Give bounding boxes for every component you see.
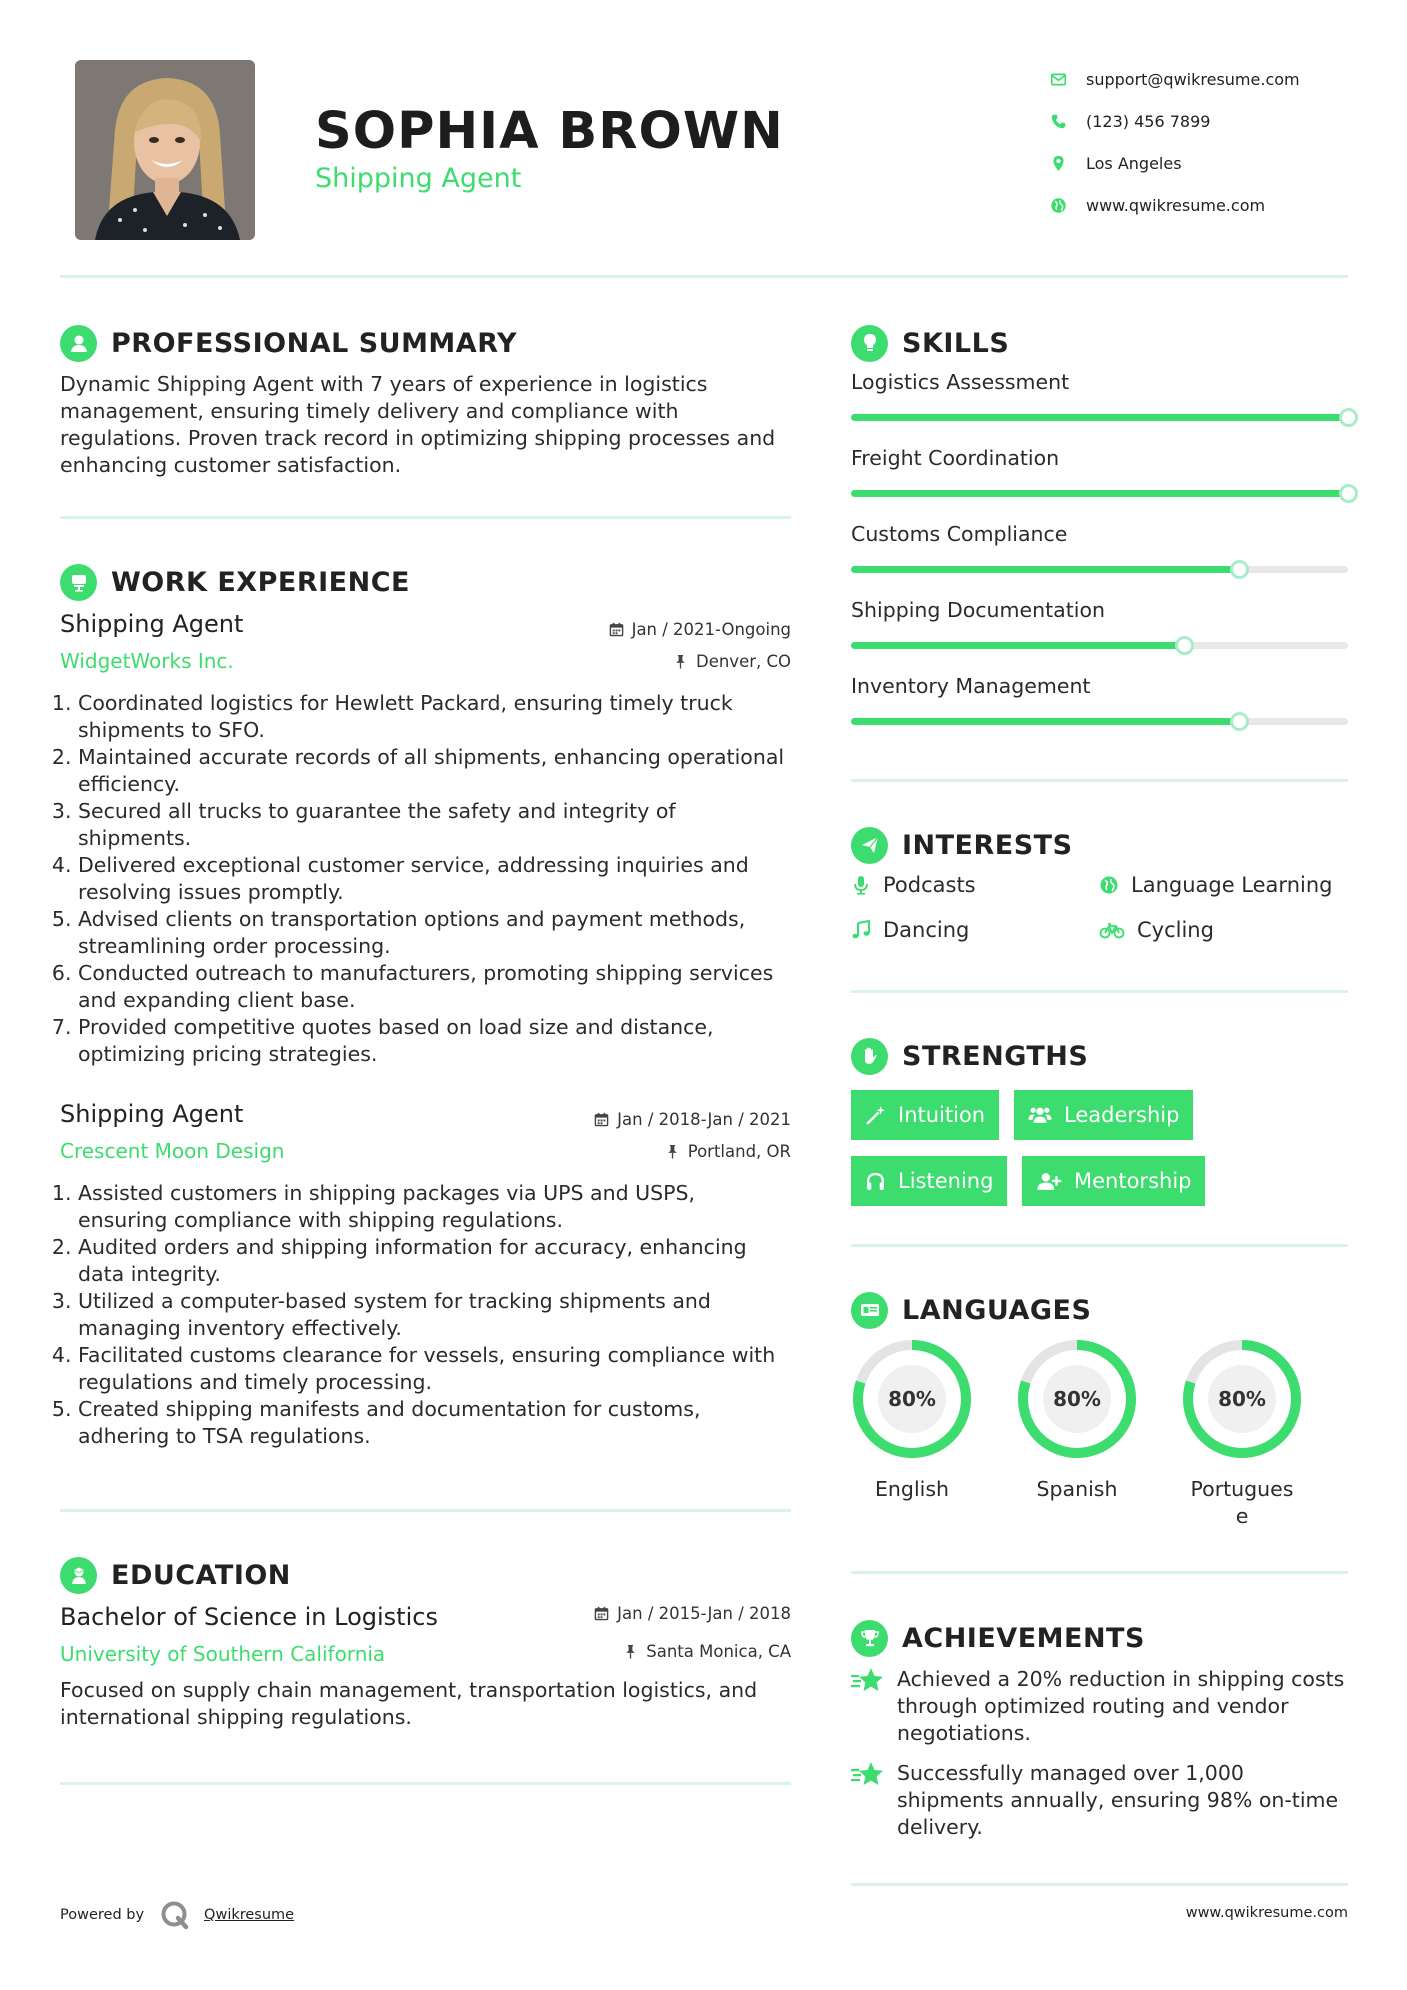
- skills-list: [851, 370, 1348, 750]
- strength-label: Leadership: [1064, 1103, 1180, 1127]
- skill-bar-fill: [851, 566, 1239, 573]
- job-2-location: [665, 1142, 791, 1161]
- interests-heading: [851, 825, 1073, 865]
- id-card-icon: [851, 1292, 888, 1329]
- achievement-text: Successfully managed over 1,000 shipments annually, ensuring 98% on-time delivery.: [897, 1761, 1339, 1839]
- job-1-dates: [609, 620, 791, 639]
- calendar-icon: [594, 1606, 609, 1621]
- lightbulb-icon: [851, 325, 888, 362]
- globe-icon: [1099, 875, 1119, 895]
- summary-heading: [60, 323, 517, 363]
- list-item: 2. Audited orders and shipping information for accuracy, enhancing data integrity.: [78, 1234, 790, 1288]
- skill-item: [851, 522, 1348, 598]
- language-portuguese-label: Portugues e: [1190, 1477, 1294, 1528]
- magic-wand-icon: [865, 1105, 886, 1126]
- languages-title: LANGUAGES: [902, 1294, 1092, 1326]
- strength-chip-leadership: [1014, 1090, 1193, 1140]
- education-location: [623, 1642, 791, 1661]
- contact-website[interactable]: [1050, 184, 1390, 226]
- experience-heading: [60, 562, 410, 602]
- education-description: Focused on supply chain management, transportation logistics, and international shipping regulations.: [60, 1678, 758, 1729]
- job-2-dates: [594, 1110, 791, 1129]
- list-item: 3. Utilized a computer-based system for tracking shipments and managing inventory effectively.: [78, 1288, 790, 1342]
- bicycle-icon: [1099, 920, 1125, 940]
- interest-podcasts: [851, 873, 976, 897]
- strengths-title: STRENGTHS: [902, 1040, 1089, 1072]
- users-icon: [1028, 1105, 1052, 1126]
- skill-name: Customs Compliance: [851, 522, 1068, 546]
- qwikresume-logo-icon: [160, 1900, 190, 1930]
- job-2-company: Crescent Moon Design: [60, 1139, 285, 1163]
- languages-heading: [851, 1290, 1091, 1330]
- hand-icon: [851, 1038, 888, 1075]
- job-1-company: WidgetWorks Inc.: [60, 649, 234, 673]
- skill-item: [851, 370, 1348, 446]
- skill-bar-handle: [1339, 484, 1358, 503]
- achievements-divider: [851, 1883, 1348, 1886]
- pushpin-icon: [665, 1144, 680, 1159]
- skill-bar: [851, 566, 1348, 573]
- pushpin-icon: [673, 654, 688, 669]
- summary-title: PROFESSIONAL SUMMARY: [111, 327, 518, 359]
- list-item: 2. Maintained accurate records of all shipments, enhancing operational efficiency.: [78, 744, 790, 798]
- skill-bar-fill: [851, 642, 1184, 649]
- achievements-title: ACHIEVEMENTS: [902, 1622, 1145, 1654]
- list-item: 7. Provided competitive quotes based on load size and distance, optimizing pricing strategies.: [78, 1014, 790, 1068]
- interest-cycling: [1099, 918, 1214, 942]
- powered-by-text: Powered by: [60, 1907, 145, 1923]
- calendar-icon: [594, 1112, 609, 1127]
- job-2-title: Shipping Agent: [60, 1100, 244, 1128]
- skill-bar-handle: [1230, 712, 1249, 731]
- contact-location: [1050, 142, 1390, 184]
- briefcase-icon: [60, 564, 97, 601]
- experience-title: WORK EXPERIENCE: [111, 566, 410, 598]
- list-item: 5. Advised clients on transportation options and payment methods, streamlining order processing.: [78, 906, 790, 960]
- skill-bar: [851, 414, 1348, 421]
- interest-label: Language Learning: [1131, 873, 1333, 897]
- list-item: 6. Conducted outreach to manufacturers, promoting shipping services and expanding client base.: [78, 960, 790, 1014]
- language-english-label: English: [874, 1477, 950, 1501]
- contact-email[interactable]: [1050, 58, 1390, 100]
- interest-label: Dancing: [883, 918, 970, 942]
- user-plus-icon: [1036, 1171, 1062, 1192]
- skill-bar-handle: [1230, 560, 1249, 579]
- map-pin-icon: [1050, 155, 1086, 172]
- list-item: 3. Secured all trucks to guarantee the safety and integrity of shipments.: [78, 798, 790, 852]
- interests-title: INTERESTS: [902, 829, 1073, 861]
- achievements-heading: [851, 1618, 1145, 1658]
- contact-location-text: Los Angeles: [1086, 153, 1182, 173]
- list-item: 4. Delivered exceptional customer service, addressing inquiries and resolving issues promptly.: [78, 852, 790, 906]
- skills-heading: [851, 323, 1009, 363]
- footer-url[interactable]: www.qwikresume.com: [1185, 1905, 1348, 1921]
- list-item: 5. Created shipping manifests and documentation for customs, adhering to TSA regulations.: [78, 1396, 790, 1450]
- skill-name: Freight Coordination: [851, 446, 1060, 470]
- candidate-role: Shipping Agent: [315, 163, 522, 194]
- achievement-item-2: [851, 1760, 1351, 1841]
- qwikresume-link[interactable]: Qwikresume: [204, 1907, 295, 1923]
- skill-bar: [851, 490, 1348, 497]
- job-2-location-text: Portland, OR: [687, 1142, 791, 1161]
- list-item: 1. Assisted customers in shipping packages via UPS and USPS, ensuring compliance with shipping regulations.: [78, 1180, 790, 1234]
- candidate-name: SOPHIA BROWN: [315, 102, 784, 161]
- interest-language-learning: [1099, 873, 1332, 897]
- microphone-icon: [851, 875, 871, 895]
- skills-title: SKILLS: [902, 327, 1010, 359]
- calendar-icon: [609, 622, 624, 637]
- languages-divider: [851, 1571, 1348, 1574]
- language-spanish-ring: [1016, 1338, 1138, 1460]
- contact-website-text: www.qwikresume.com: [1086, 195, 1266, 215]
- paper-plane-icon: [851, 827, 888, 864]
- skill-bar-handle: [1175, 636, 1194, 655]
- education-dates: [594, 1604, 791, 1623]
- interest-label: Cycling: [1137, 918, 1214, 942]
- interest-dancing: [851, 918, 969, 942]
- skill-bar-fill: [851, 414, 1348, 421]
- strength-chip-mentorship: [1022, 1156, 1205, 1206]
- skill-item: [851, 598, 1348, 674]
- summary-divider: [60, 516, 791, 519]
- summary-text: Dynamic Shipping Agent with 7 years of experience in logistics management, ensuring timely delivery and compliance with regulations. Proven track record in optimizing shipping processes and enhancing customer satisfaction.: [60, 372, 776, 477]
- list-item: 4. Facilitated customs clearance for vessels, ensuring compliance with regulations and timely processing.: [78, 1342, 790, 1396]
- profile-photo: [75, 60, 255, 240]
- education-degree: Bachelor of Science in Logistics: [60, 1603, 438, 1631]
- skill-name: Logistics Assessment: [851, 370, 1070, 394]
- trophy-icon: [851, 1620, 888, 1657]
- contact-phone-text: (123) 456 7899: [1086, 111, 1211, 131]
- language-portuguese-percent: 80%: [1218, 1387, 1266, 1411]
- envelope-icon: [1050, 71, 1086, 88]
- skill-name: Shipping Documentation: [851, 598, 1105, 622]
- strength-label: Mentorship: [1074, 1169, 1192, 1193]
- header-divider: [60, 275, 1348, 278]
- music-note-icon: [851, 920, 871, 940]
- interests-divider: [851, 990, 1348, 993]
- language-english-ring: [851, 1338, 973, 1460]
- education-school: University of Southern California: [60, 1642, 386, 1666]
- education-location-text: Santa Monica, CA: [646, 1642, 791, 1661]
- achievement-text: Achieved a 20% reduction in shipping costs through optimized routing and vendor negotiations.: [897, 1667, 1345, 1745]
- footer-powered-by: [60, 1900, 294, 1930]
- language-english: [851, 1338, 973, 1503]
- job-1-location-text: Denver, CO: [695, 652, 791, 671]
- experience-divider: [60, 1509, 791, 1512]
- contact-phone[interactable]: [1050, 100, 1390, 142]
- pushpin-icon: [623, 1644, 638, 1659]
- skill-item: [851, 446, 1348, 522]
- list-item: 1. Coordinated logistics for Hewlett Packard, ensuring timely truck shipments to SFO.: [78, 690, 790, 744]
- language-spanish: [1016, 1338, 1138, 1503]
- skill-bar: [851, 718, 1348, 725]
- skill-bar-handle: [1339, 408, 1358, 427]
- headphones-icon: [865, 1171, 886, 1192]
- education-heading: [60, 1555, 291, 1595]
- language-spanish-percent: 80%: [1053, 1387, 1101, 1411]
- job-2-dates-text: Jan / 2018-Jan / 2021: [617, 1110, 791, 1129]
- phone-icon: [1050, 113, 1086, 130]
- skill-bar-fill: [851, 490, 1348, 497]
- star-icon: [851, 1760, 885, 1790]
- user-icon: [60, 325, 97, 362]
- job-1-title: Shipping Agent: [60, 610, 244, 638]
- globe-icon: [1050, 197, 1086, 214]
- skills-divider: [851, 779, 1348, 782]
- language-english-percent: 80%: [888, 1387, 936, 1411]
- education-title: EDUCATION: [111, 1559, 291, 1591]
- education-dates-text: Jan / 2015-Jan / 2018: [617, 1604, 791, 1623]
- skill-bar: [851, 642, 1348, 649]
- achievement-item-1: [851, 1666, 1351, 1747]
- interest-label: Podcasts: [883, 873, 976, 897]
- language-portuguese-ring: [1181, 1338, 1303, 1460]
- contact-list: [1050, 58, 1390, 226]
- job-1-responsibilities: [60, 690, 790, 1068]
- skill-item: [851, 674, 1348, 750]
- skill-bar-fill: [851, 718, 1239, 725]
- strength-label: Intuition: [898, 1103, 986, 1127]
- strength-chip-intuition: [851, 1090, 999, 1140]
- strengths-divider: [851, 1244, 1348, 1247]
- contact-email-text: support@qwikresume.com: [1086, 69, 1300, 89]
- language-portuguese: [1181, 1338, 1303, 1530]
- star-icon: [851, 1666, 885, 1696]
- language-spanish-label: Spanish: [1036, 1477, 1118, 1501]
- strength-chip-listening: [851, 1156, 1007, 1206]
- job-1-dates-text: Jan / 2021-Ongoing: [631, 620, 791, 639]
- education-divider: [60, 1782, 791, 1785]
- job-2-responsibilities: [60, 1180, 790, 1450]
- skill-name: Inventory Management: [851, 674, 1091, 698]
- graduate-icon: [60, 1557, 97, 1594]
- strengths-heading: [851, 1036, 1088, 1076]
- job-1-location: [673, 652, 791, 671]
- strength-label: Listening: [898, 1169, 994, 1193]
